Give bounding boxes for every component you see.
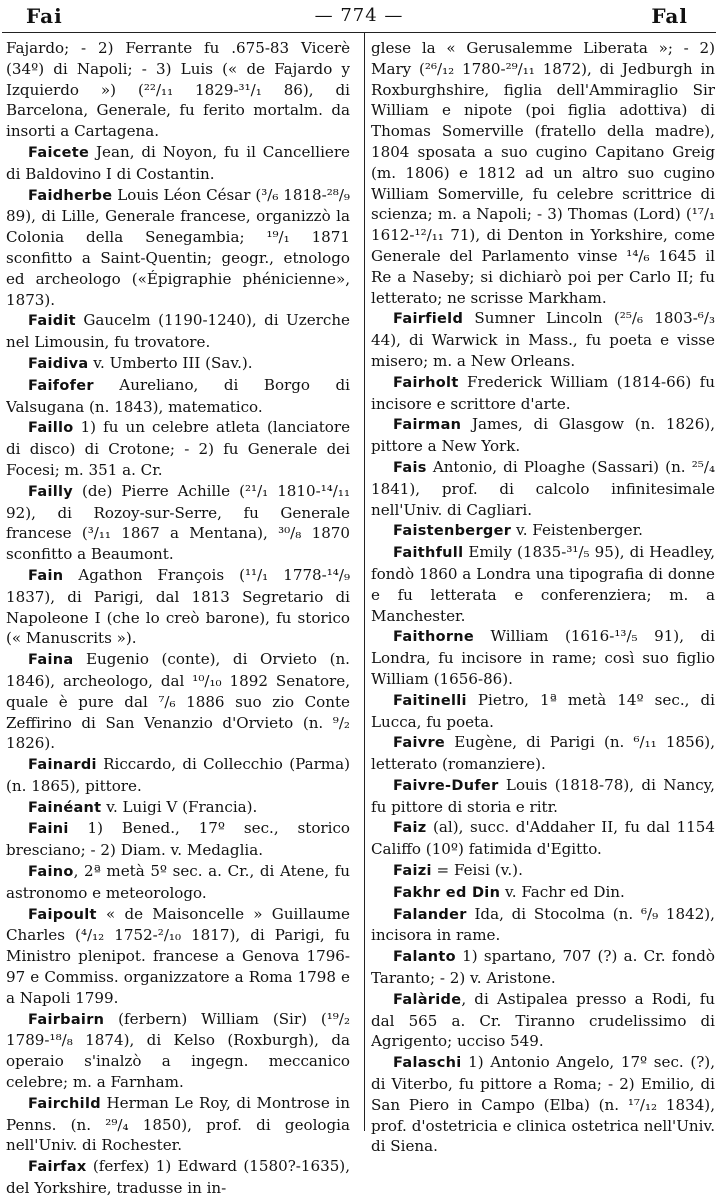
entry-text: Aureliano, di Borgo di Valsugana (n. 1843), matematico. [6,375,350,416]
dictionary-entry [371,372,715,415]
dictionary-entry [6,142,350,185]
entry-text: William (1616-¹³/₅ 91), di Londra, fu incisore in rame; così suo figlio William (1656-86). [371,627,715,688]
dictionary-entry [371,542,715,626]
entry-text: Gaucelm (1190-1240), di Uzerche nel Limousin, fu trovatore. [6,311,350,352]
entry-text: 1) fu un celebre atleta (lanciatore di disco) di Crotone; - 2) fu Generale dei Focesi; m. 351 a. Cr. [6,418,350,479]
dictionary-entry [6,481,350,565]
entry-headword: Fairbairn [28,1011,105,1028]
dictionary-entry [371,946,715,989]
entry-headword: Faithfull [393,545,464,562]
entry-headword: Fairholt [393,374,459,391]
entry-text: 1) spartano, 707 (?) a. Cr. fondò Taranto; - 2) v. Aristone. [371,947,715,988]
entry-headword: Fain [28,567,64,584]
entry-headword: Faistenberger [393,523,512,540]
entry-text: Fajardo; - 2) Ferrante fu .675-83 Vicerè (34º) di Napoli; - 3) Luis (« de Fajardo y Izquierdo ») (²²/₁₁ 1829-³¹/₁ 86), di Barcelona, Generale, fu ferito mortalm. da insorti a Cartagena. [6,39,350,141]
entry-headword: Falanto [393,949,456,966]
entry-text: Frederick William (1814-66) fu incisore e scrittore d'arte. [371,372,715,413]
entry-text: Jean, di Noyon, fu il Cancelliere di Baldovino I di Costantin. [6,142,350,183]
entry-text: Riccardo, di Collecchio (Parma) (n. 1865), pittore. [6,755,350,795]
entry-text: = Feisi (v.). [431,861,523,880]
dictionary-entry [6,185,350,311]
entry-headword: Fairfax [28,1159,87,1176]
entry-text: Agathon François (¹¹/₁ 1778-¹⁴/₉ 1837), di Parigi, dal 1813 Segretario di Napoleone I (che lo creò barone), fu storico (« Manuscrits »). [6,565,350,648]
dictionary-entry [371,989,715,1052]
entry-headword: Faidit [28,313,76,330]
entry-headword: Faitinelli [393,692,467,709]
entry-text: v. Fachr ed Din. [500,882,625,901]
running-head-right: Fal [651,4,688,28]
page-number: — 774 — [314,5,404,26]
entry-headword: Faivre [393,735,446,752]
dictionary-entry [371,1052,715,1157]
entry-text: v. Luigi V (Francia). [101,797,258,816]
dictionary-entry [6,649,350,754]
dictionary-entry [371,860,715,882]
dictionary-entry [371,457,715,520]
entry-text: Eugenio (conte), di Orvieto (n. 1846), archeologo, dal ¹⁰/₁₀ 1892 Senatore, quale è pure dal ⁷/₆ 1886 suo zio Conte Zeffirino di San Venanzio d'Orvieto (n. ⁹/₂ 1826). [6,650,350,753]
entry-headword: Faizi [393,863,432,880]
dictionary-entry [6,754,350,797]
entry-text: Sumner Lincoln (²⁵/₆ 1803-⁶/₃ 44), di Warwick in Mass., fu poeta e visse misero; m. a New Orleans. [371,309,715,370]
dictionary-entry [6,417,350,480]
dictionary-entry [371,626,715,689]
page-header [0,0,718,34]
dictionary-entry [6,904,350,1009]
dictionary-entry [6,861,350,904]
entry-text: Louis Léon César (³/₆ 1818-²⁸/₉ 89), di Lille, Generale francese, organizzò la Colonia della Senegambia; ¹⁹/₁ 1871 sconfitto a Saint-Quentin; geogr., etnologo ed archeologo («Épigraphie phénicienne», 1873). [6,185,350,309]
column-divider [364,33,365,1131]
entry-headword: Faifofer [28,377,94,394]
entry-text: 1) Antonio Angelo, 17º sec. (?), di Viterbo, fu pittore a Roma; - 2) Emilio, di San Piero in Campo (Elba) (n. ¹⁷/₁₂ 1834), prof. d'ostetricia e clinica ostetrica nell'Univ. di Siena. [371,1053,715,1156]
entry-headword: Faicete [28,144,90,161]
entry-headword: Faini [28,821,69,838]
entry-headword: Fairfield [393,311,464,328]
entry-headword: Faidiva [28,355,89,372]
dictionary-entry [6,1093,350,1156]
entry-text: Herman Le Roy, di Montrose in Penns. (n. ²⁹/₄ 1850), prof. di geologia nell'Univ. di Rochester. [6,1093,350,1155]
entry-headword: Failly [28,483,74,500]
dictionary-entry [371,775,715,818]
entry-text: glese la « Gerusalemme Liberata »; - 2) Mary (²⁶/₁₂ 1780-²⁹/₁₁ 1872), di Jedburgh in Roxburghshire, figlia dell'Ammiraglio Sir William e nipote (poi figlia adottiva) di Thomas Somerville (fratello della madre), 1804 sposata a suo cugino Capitano Greig (m. 1806) e 1812 ad un altro suo cugino William Somerville, fu celebre scrittrice di scienza; m. a Napoli; - 3) Thomas (Lord) (¹⁷/₁ 1612-¹²/₁₁ 71), di Denton in Yorkshire, come Generale del Parlamento vinse ¹⁴/₆ 1645 il Re a Naseby; si dichiarò poi per Carlo II; fu letterato; ne scrisse Markham. [371,39,715,307]
entry-headword: Falàride [393,991,462,1008]
entry-text: Eugène, di Parigi (n. ⁶/₁₁ 1856), letterato (romanziere). [371,733,715,774]
dictionary-entry [6,797,350,819]
entry-text: Louis (1818-78), di Nancy, fu pittore di storia e ritr. [371,775,715,816]
dictionary-entry [371,904,715,947]
entry-headword: Fais [393,459,427,476]
entry-text: « de Maisoncelle » Guillaume Charles (⁴/₁₂ 1752-²/₁₀ 1817), di Parigi, fu Ministro plenipot. francese a Genova 1796-97 e Commiss. organizzatore a Roma 1798 e a Napoli 1799. [6,904,350,1007]
entry-headword: Fairman [393,417,462,434]
dictionary-entry [371,520,715,542]
entry-headword: Faillo [28,420,74,437]
entry-text: , 2ª metà 5º sec. a. Cr., di Atene, fu astronomo e meteorologo. [6,862,350,902]
right-column [371,38,715,1157]
entry-headword: Fainéant [28,799,102,816]
entry-text: Emily (1835-³¹/₅ 95), di Headley, fondò 1860 a Londra una tipografia di donne e fu letterata e conferenziera; m. a Manchester. [371,543,715,625]
entry-text: (al), succ. d'Addaher II, fu dal 1154 Califfo (10º) fatimida d'Egitto. [371,818,715,859]
dictionary-entry [6,310,350,353]
entry-text: James, di Glasgow (n. 1826), pittore a New York. [371,415,715,456]
dictionary-entry [6,38,350,142]
entry-headword: Faipoult [28,906,97,923]
entry-headword: Faina [28,652,74,669]
entry-text: Pietro, 1ª metà 14º sec., di Lucca, fu poeta. [371,690,715,731]
header-rule [2,32,716,33]
entry-headword: Faivre-Dufer [393,777,499,794]
dictionary-entry [6,1009,350,1093]
entry-text: (ferbern) William (Sir) (¹⁹/₂ 1789-¹⁸/₈ 1874), di Kelso (Roxburgh), da operaio s'inalzò a ingegn. meccanico celebre; m. a Farnham. [6,1009,350,1092]
dictionary-entry [371,414,715,457]
entry-text: (ferfex) 1) Edward (1580?-1635), del Yorkshire, tradusse in in- [6,1157,350,1198]
entry-text: Antonio, di Ploaghe (Sassari) (n. ²⁵/₄ 1841), prof. di calcolo infinitesimale nell'Univ. di Cagliari. [371,457,715,519]
entry-text: v. Umberto III (Sav.). [88,353,253,372]
entry-headword: Fakhr ed Din [393,884,501,901]
dictionary-entry [371,817,715,860]
entry-headword: Falander [393,906,467,923]
dictionary-entry [371,732,715,775]
entry-headword: Fainardi [28,757,97,774]
dictionary-entry [371,38,715,308]
entry-headword: Faidherbe [28,187,113,204]
entry-headword: Falaschi [393,1055,462,1072]
entry-text: (de) Pierre Achille (²¹/₁ 1810-¹⁴/₁₁ 92), di Rozoy-sur-Serre, fu Generale francese (³/₁₁ 1867 a Mentana), ³⁰/₈ 1870 sconfitto a Beaumont. [6,481,350,564]
entry-text: 1) Bened., 17º sec., storico bresciano; - 2) Diam. v. Medaglia. [6,819,350,860]
dictionary-entry [6,565,350,649]
entry-headword: Faithorne [393,629,475,646]
entry-text: , di Astipalea presso a Rodi, fu dal 565 a. Cr. Tiranno crudelissimo di Agrigento; ucciso 549. [371,989,715,1051]
entry-text: v. Feistenberger. [511,521,643,540]
dictionary-entry [6,1156,350,1199]
entry-headword: Fairchild [28,1095,101,1112]
dictionary-entry [6,375,350,418]
entry-headword: Faiz [393,820,427,837]
entry-headword: Faino [28,864,74,881]
dictionary-entry [6,353,350,375]
dictionary-entry [371,690,715,733]
entry-text: Ida, di Stocolma (n. ⁶/₉ 1842), incisora in rame. [371,904,715,945]
dictionary-entry [6,818,350,861]
dictionary-entry [371,308,715,371]
left-column [6,38,350,1199]
dictionary-entry [371,882,715,904]
running-head-left: Fai [26,4,63,28]
